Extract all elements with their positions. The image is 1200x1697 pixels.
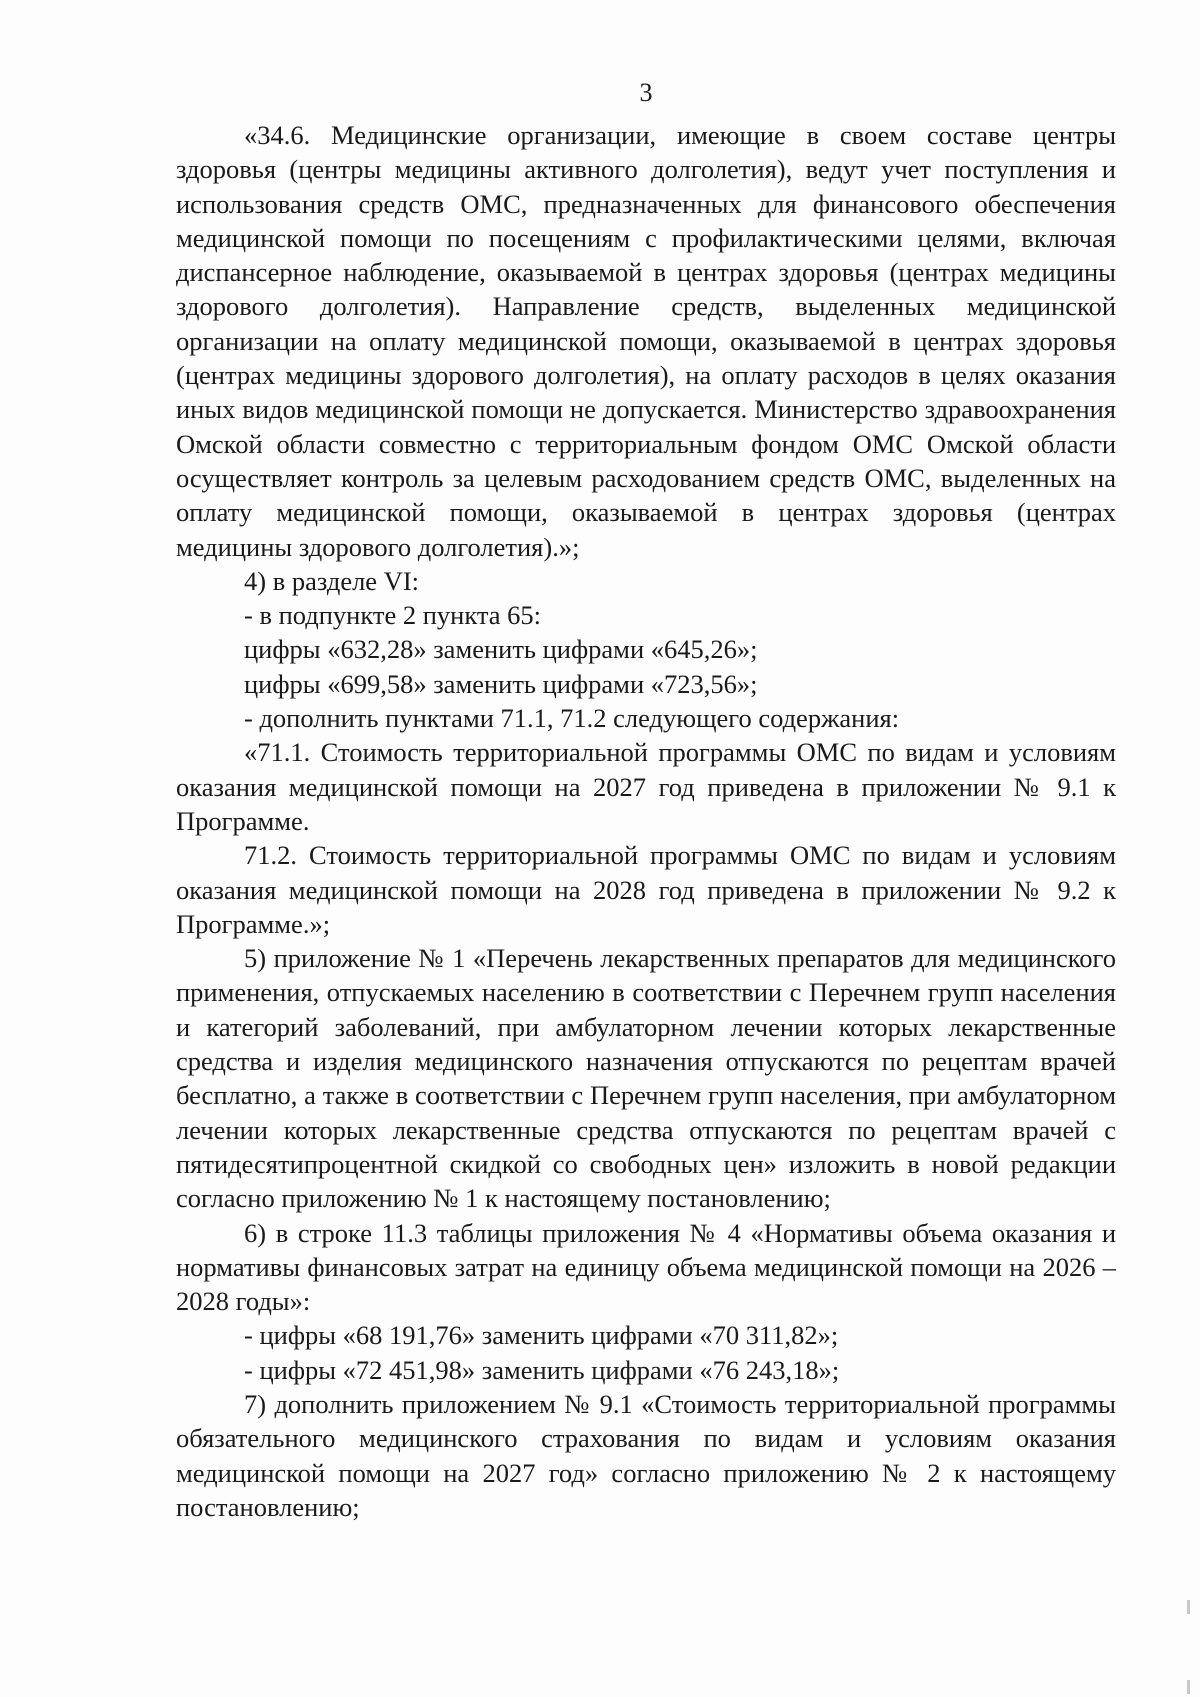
- scan-edge-mark: [1187, 1680, 1190, 1694]
- paragraph-71-1: «71.1. Стоимость территориальной программы ОМС по видам и условиям оказания медицинской помощи на 2027 год приведена в приложении № 9.1 к Программе.: [176, 737, 1116, 836]
- paragraph-71-2: 71.2. Стоимость территориальной программы ОМС по видам и условиям оказания медицинской помощи на 2028 год приведена в приложении № 9.2 к Программе.»;: [176, 840, 1116, 939]
- paragraph-34-6: «34.6. Медицинские организации, имеющие в своем составе центры здоровья (центры медицины активного долголетия), ведут учет поступления и использования средств ОМС, предназначенных для финансового обеспечения медицинской помощи по посещениям с профилактическими целями, включая диспансерное наблюдение, оказываемой в центрах здоровья (центрах медицины здорового долголетия). Направление средств, выделенных медицинской организации на оплату медицинской помощи, оказываемой в центрах здоровья (центрах медицины здорового долголетия), на оплату расходов в целях оказания иных видов медицинской помощи не допускается. Министерство здравоохранения Омской области совместно с территориальным фондом ОМС Омской области осуществляет контроль за целевым расходованием средств ОМС, выделенных на оплату медицинской помощи, оказываемой в центрах здоровья (центрах медицины здорового долголетия).»;: [176, 120, 1116, 562]
- paragraph-replace-699: цифры «699,58» заменить цифрами «723,56»;: [244, 668, 758, 699]
- paragraph-replace-68191: - цифры «68 191,76» заменить цифрами «70 311,82»;: [244, 1320, 839, 1351]
- document-body: [176, 118, 1116, 1524]
- page-number: 3: [639, 78, 653, 107]
- paragraph-replace-632: цифры «632,28» заменить цифрами «645,26»;: [244, 634, 758, 665]
- scan-edge-mark: [1187, 1600, 1190, 1614]
- paragraph-subpoint-65: - в подпункте 2 пункта 65:: [244, 600, 542, 631]
- paragraph-row-11-3: 6) в строке 11.3 таблицы приложения № 4 «Нормативы объема оказания и нормативы финансовых затрат на единицу объема медицинской помощи на 2026 – 2028 годы»:: [176, 1217, 1116, 1317]
- paragraph-appendix-9-1: 7) дополнить приложением № 9.1 «Стоимость территориальной программы обязательного медицинского страхования по видам и условиям оказания медицинской помощи на 2027 год» согласно приложению № 2 к настоящему постановлению;: [176, 1388, 1116, 1522]
- paragraph-section-vi: 4) в разделе VI:: [244, 565, 420, 596]
- paragraph-replace-72451: - цифры «72 451,98» заменить цифрами «76 243,18»;: [244, 1354, 840, 1385]
- paragraph-appendix-1: 5) приложение № 1 «Перечень лекарственных препаратов для медицинского применения, отпускаемых населению в соответствии с Перечнем групп населения и категорий заболеваний, при амбулаторном лечении которых лекарственные средства и изделия медицинского назначения отпускаются по рецептам врачей бесплатно, а также в соответствии с Перечнем групп населения, при амбулаторном лечении которых лекарственные средства отпускаются по рецептам врачей с пятидесятипроцентной скидкой со свободных цен» изложить в новой редакции согласно приложению № 1 к настоящему постановлению;: [176, 943, 1116, 1214]
- paragraph-add-points: - дополнить пунктами 71.1, 71.2 следующего содержания:: [244, 703, 900, 734]
